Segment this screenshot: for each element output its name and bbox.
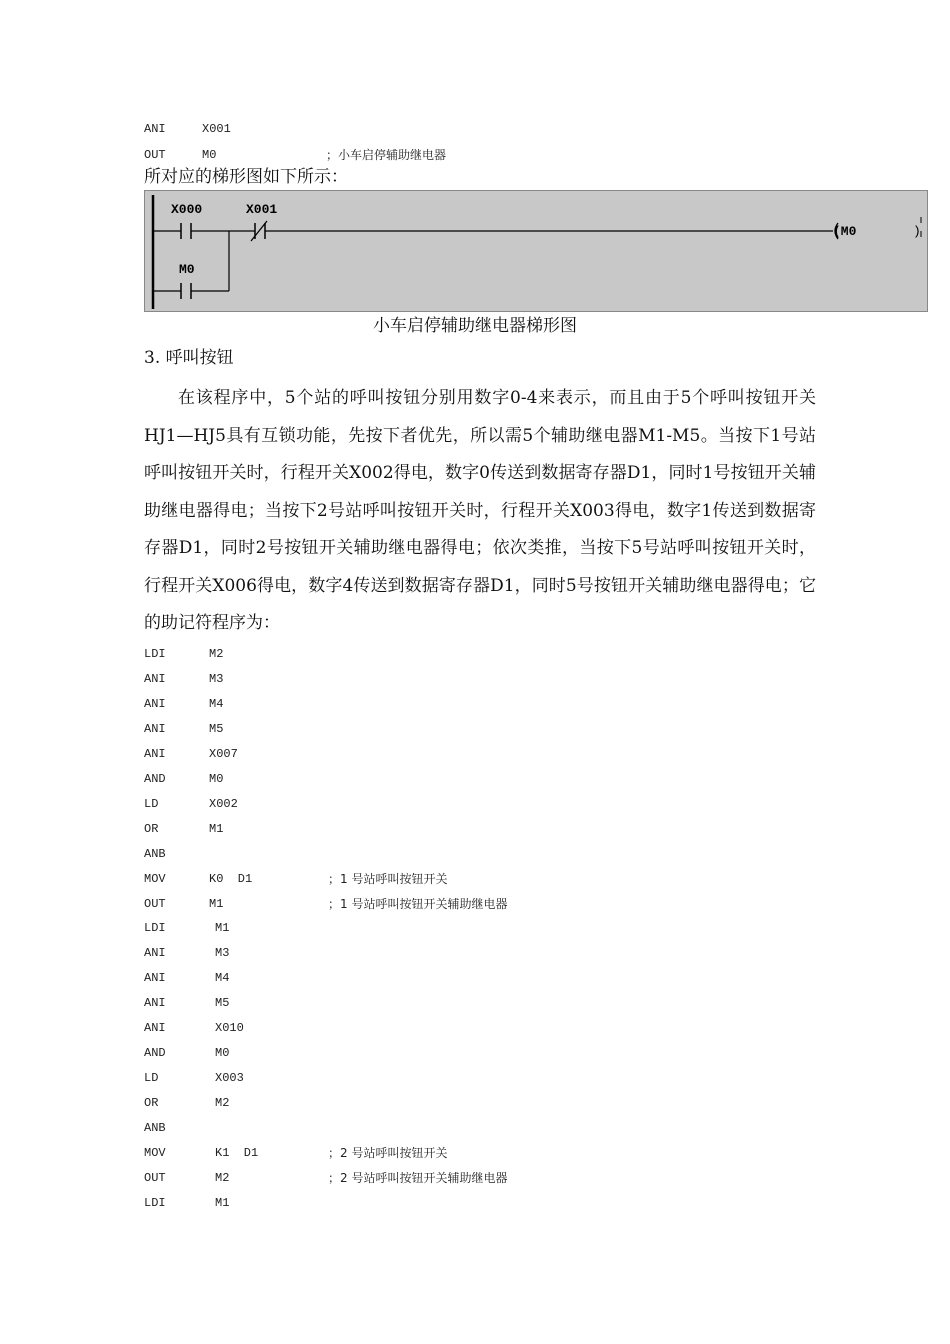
code-operand: M1 [209, 822, 224, 836]
code-operand: M5 [209, 722, 224, 736]
code-operand: X002 [209, 797, 238, 811]
code-opcode: AND [144, 1046, 166, 1060]
ladder-diagram [144, 190, 928, 312]
code-operand: M2 [209, 647, 224, 661]
code-operand: M3 [215, 946, 230, 960]
code-opcode: MOV [144, 1146, 166, 1160]
code-line [144, 945, 844, 970]
code-operand: M0 [202, 148, 217, 162]
code-opcode: LDI [144, 1196, 166, 1210]
code-line [144, 896, 844, 921]
code-operand: X003 [215, 1071, 244, 1085]
code-operand: X010 [215, 1021, 244, 1035]
code-comment: ；2 号站呼叫按钮开关辅助继电器 [328, 1171, 508, 1185]
code-line [144, 1170, 844, 1195]
code-operand: M5 [215, 996, 230, 1010]
code-opcode: ANI [144, 971, 166, 985]
code-line [144, 821, 844, 846]
contact-m0-label: M0 [179, 262, 195, 277]
code-line [144, 1145, 844, 1170]
code-line [144, 771, 844, 796]
code-line [144, 1095, 844, 1120]
code-opcode: ANI [144, 122, 166, 136]
intro-text: 所对应的梯形图如下所示： [144, 167, 348, 187]
code-opcode: ANB [144, 1121, 166, 1135]
code-line [144, 1120, 844, 1145]
code-line [144, 1020, 844, 1045]
code-opcode: ANI [144, 1021, 166, 1035]
code-opcode: LDI [144, 921, 166, 935]
code-opcode: MOV [144, 872, 166, 886]
code-line [144, 1070, 844, 1095]
code-opcode: ANI [144, 722, 166, 736]
code-opcode: OR [144, 1096, 159, 1110]
code-operand: M1 [215, 1196, 230, 1210]
code-line [144, 696, 844, 721]
code-opcode: OUT [144, 897, 166, 911]
code-opcode: ANI [144, 946, 166, 960]
code-opcode: OUT [144, 148, 166, 162]
section-heading: 3. 呼叫按钮 [144, 348, 234, 368]
code-opcode: LD [144, 797, 159, 811]
code-operand: M4 [215, 971, 230, 985]
code-line [144, 871, 844, 896]
code-line [144, 121, 844, 147]
coil-label: (M0 [833, 224, 857, 239]
code-line [144, 721, 844, 746]
body-paragraph: 在该程序中，5个站的呼叫按钮分别用数字0-4来表示，而且由于5个呼叫按钮开关HJ1—HJ5具有互锁功能，先按下者优先，所以需5个辅助继电器M1-M5。当按下1号站呼叫按钮开关时，行程开关X002得电，数字0传送到数据寄存器D1，同时1号按钮开关辅助继电器得电；当按下2号站呼叫按钮开关时，行程开关X003得电，数字1传送到数据寄存器D1，同时2号按钮开关辅助继电器得电；依次类推，当按下5号站呼叫按钮开关时，行程开关X006得电，数字4传送到数据寄存器D1，同时5号按钮开关辅助继电器得电；它的助记符程序为： [144, 388, 816, 633]
code-opcode: ANI [144, 747, 166, 761]
code-opcode: OR [144, 822, 159, 836]
contact-x001-label: X001 [246, 202, 278, 217]
code-line [144, 646, 844, 671]
coil-close-bracket: ) [913, 224, 921, 239]
code-operand: X007 [209, 747, 238, 761]
figure-caption: 小车启停辅助继电器梯形图 [373, 316, 577, 336]
code-operand: K1 D1 [215, 1146, 259, 1160]
code-line [144, 995, 844, 1020]
code-opcode: ANI [144, 996, 166, 1010]
code-comment: ；1 号站呼叫按钮开关 [328, 872, 448, 886]
code-comment: ；2 号站呼叫按钮开关 [328, 1146, 448, 1160]
code-operand: M1 [215, 921, 230, 935]
code-opcode: LDI [144, 647, 166, 661]
code-line [144, 1195, 844, 1220]
code-comment: ；小车启停辅助继电器 [326, 148, 447, 162]
ladder-svg [145, 191, 929, 313]
code-operand: X001 [202, 122, 231, 136]
code-line [144, 1045, 844, 1070]
code-operand: M4 [209, 697, 224, 711]
code-opcode: ANI [144, 672, 166, 686]
code-operand: M3 [209, 672, 224, 686]
contact-x000-label: X000 [171, 202, 203, 217]
code-operand: M0 [215, 1046, 230, 1060]
code-opcode: ANB [144, 847, 166, 861]
code-operand: M0 [209, 772, 224, 786]
code-operand: K0 D1 [209, 872, 253, 886]
code-operand: M2 [215, 1096, 230, 1110]
code-line [144, 671, 844, 696]
code-opcode: OUT [144, 1171, 166, 1185]
code-opcode: LD [144, 1071, 159, 1085]
code-line [144, 970, 844, 995]
code-comment: ；1 号站呼叫按钮开关辅助继电器 [328, 897, 508, 911]
code-opcode: AND [144, 772, 166, 786]
code-line [144, 796, 844, 821]
code-opcode: ANI [144, 697, 166, 711]
code-line [144, 920, 844, 945]
code-operand: M2 [215, 1171, 230, 1185]
code-line [144, 846, 844, 871]
code-operand: M1 [209, 897, 224, 911]
code-line [144, 746, 844, 771]
